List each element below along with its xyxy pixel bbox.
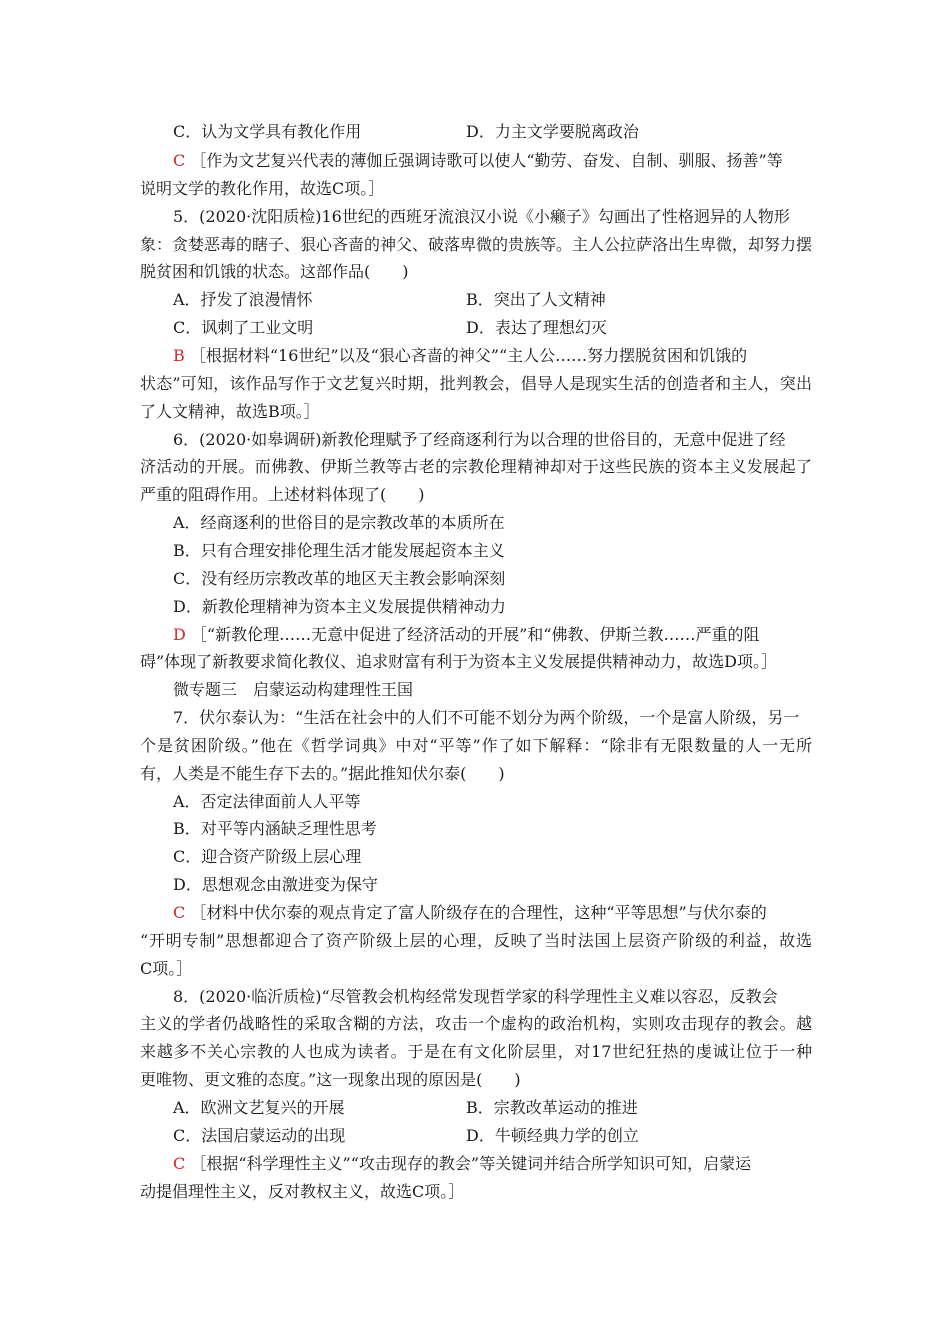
q6-option-a: A．经商逐利的世俗目的是宗教改革的本质所在 (173, 513, 505, 532)
q8-answer-letter: C (173, 1154, 186, 1173)
q7-option-b: B．对平等内涵缺乏理性思考 (173, 819, 377, 838)
q7-answer-letter: C (173, 903, 186, 922)
q6-option-d: D．新教伦理精神为资本主义发展提供精神动力 (173, 597, 506, 616)
q6-stem-line2: 济活动的开展。而佛教、伊斯兰教等古老的宗教伦理精神却对于这些民族的资本主义发展起了 (140, 457, 812, 476)
q4-answer-letter: C (173, 151, 186, 170)
q7-option-d: D．思想观念由激进变为保守 (173, 875, 378, 894)
q5-stem-line1: 5．(2020·沈阳质检)16世纪的西班牙流浪汉小说《小癞子》勾画出了性格迥异的人物形 (173, 207, 790, 226)
q7-explanation-line2: “开明专制”思想都迎合了资产阶级上层的心理，反映了当时法国上层资产阶级的利益，故选 (140, 931, 812, 950)
q7-stem-line3: 有，人类是不能生存下去的。”据此推知伏尔泰( ) (140, 764, 505, 783)
section-heading: 微专题三 启蒙运动构建理性王国 (173, 680, 414, 699)
q8-option-a: A．欧洲文艺复兴的开展 (173, 1098, 345, 1117)
q8-option-c: C．法国启蒙运动的出现 (173, 1126, 346, 1145)
q7-option-a: A．否定法律面前人人平等 (173, 792, 361, 811)
q8-option-b: B．宗教改革运动的推进 (466, 1098, 638, 1117)
q5-explanation-line1: B ［根据材料“16世纪”以及“狠心吝啬的神父”“主人公……努力摆脱贫困和饥饿的 (173, 346, 748, 365)
q5-option-b: B．突出了人文精神 (466, 290, 606, 309)
q5-option-d: D．表达了理想幻灭 (466, 318, 607, 337)
q7-stem-line1: 7．伏尔泰认为：“生活在社会中的人们不可能不划分为两个阶级，一个是富人阶级，另一 (173, 708, 800, 727)
q5-option-c: C．讽刺了工业文明 (173, 318, 314, 337)
q6-answer-letter: D (173, 625, 186, 644)
q5-stem-line2: 象：贪婪恶毒的瞎子、狠心吝啬的神父、破落卑微的贵族等。主人公拉萨洛出生卑微，却努力摆 (140, 235, 812, 254)
q8-stem-line2: 主义的学者仍战略性的采取含糊的方法，攻击一个虚构的政治机构，实则攻击现存的教会。越 (140, 1014, 812, 1033)
q8-stem-line3: 来越多不关心宗教的人也成为读者。于是在有文化阶层里，对17世纪狂热的虔诚让位于一种 (140, 1042, 812, 1061)
q5-explanation-line2: 状态”可知，该作品写作于文艺复兴时期，批判教会，倡导人是现实生活的创造者和主人，突出 (140, 374, 812, 393)
q5-answer-letter: B (173, 346, 185, 365)
q7-explanation-line1: C ［材料中伏尔泰的观点肯定了富人阶级存在的合理性，这种“平等思想”与伏尔泰的 (173, 903, 767, 922)
q5-stem-line3: 脱贫困和饥饿的状态。这部作品( ) (140, 262, 409, 281)
q6-option-b: B．只有合理安排伦理生活才能发展起资本主义 (173, 541, 505, 560)
q6-explanation-line2: 碍”体现了新教要求简化教仪、追求财富有利于为资本主义发展提供精神动力，故选D项。］ (140, 652, 778, 671)
q5-explanation-line3: 了人文精神，故选B项。］ (140, 402, 320, 421)
q4-option-d: D．力主文学要脱离政治 (466, 122, 639, 141)
q4-explanation-line2: 说明文学的教化作用，故选C项。］ (140, 179, 385, 198)
q7-explanation-line3: C项。］ (140, 959, 193, 978)
q8-explanation-line2: 动提倡理性主义，反对教权主义，故选C项。］ (140, 1182, 465, 1201)
q4-option-c: C．认为文学具有教化作用 (173, 122, 362, 141)
q4-explanation-line1: C ［作为文艺复兴代表的薄伽丘强调诗歌可以使人“勤劳、奋发、自制、驯服、扬善”等 (173, 151, 783, 170)
q8-stem-line4: 更唯物、更文雅的态度。”这一现象出现的原因是( ) (140, 1070, 521, 1089)
q7-stem-line2: 个是贫困阶级。”他在《哲学词典》中对“平等”作了如下解释：“除非有无限数量的人一无所 (140, 736, 812, 755)
q6-option-c: C．没有经历宗教改革的地区天主教会影响深刻 (173, 569, 506, 588)
q8-option-d: D．牛顿经典力学的创立 (466, 1126, 639, 1145)
q6-stem-line3: 严重的阻碍作用。上述材料体现了( ) (140, 485, 425, 504)
q8-stem-line1: 8．(2020·临沂质检)“尽管教会机构经常发现哲学家的科学理性主义难以容忍，反教会 (173, 987, 778, 1006)
q5-option-a: A．抒发了浪漫情怀 (173, 290, 313, 309)
q6-explanation-line1: D ［“新教伦理……无意中促进了经济活动的开展”和“佛教、伊斯兰教……严重的阻 (173, 625, 760, 644)
q6-stem-line1: 6．(2020·如皋调研)新教伦理赋予了经商逐利行为以合理的世俗目的，无意中促进了经 (173, 430, 786, 449)
q7-option-c: C．迎合资产阶级上层心理 (173, 847, 362, 866)
q8-explanation-line1: C ［根据“科学理性主义”“攻击现存的教会”等关键词并结合所学知识可知，启蒙运 (173, 1154, 752, 1173)
